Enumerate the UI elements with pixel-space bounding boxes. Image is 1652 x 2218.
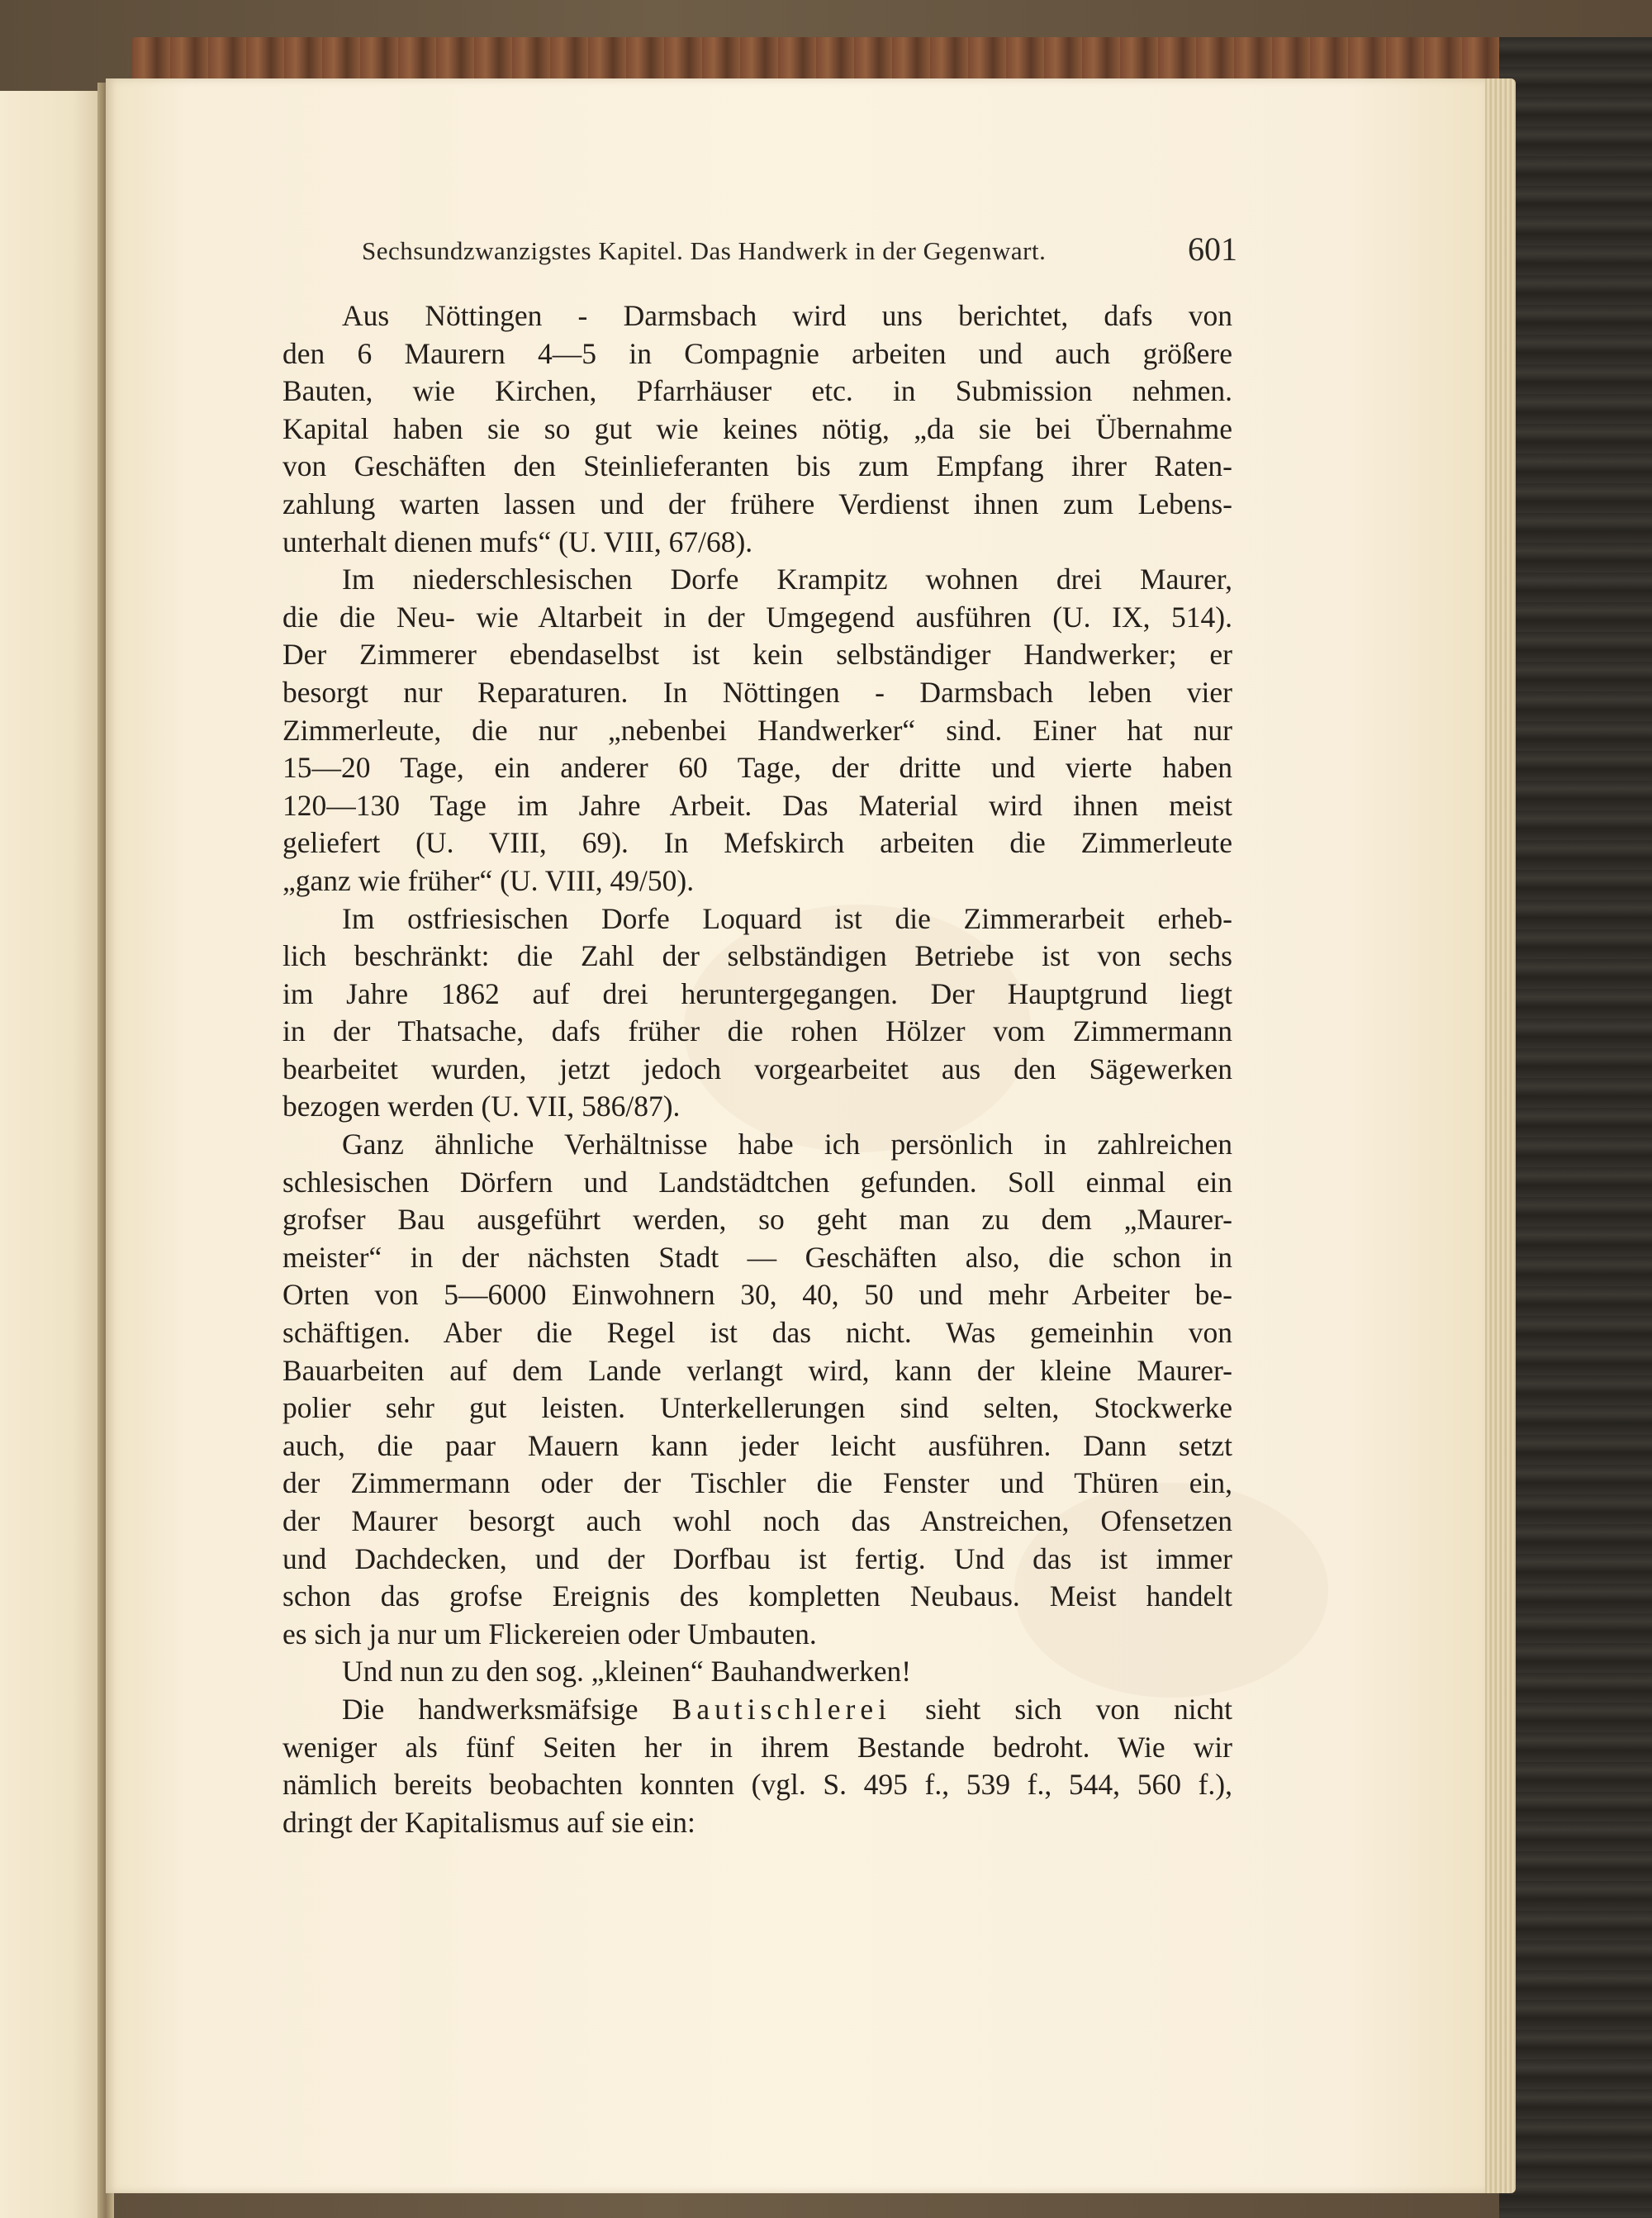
text-line: polier sehr gut leisten. Unterkellerungen sind selten, Stockwerke [282,1391,1232,1425]
text-line: schäftigen. Aber die Regel ist das nicht. Was gemeinhin von [282,1316,1232,1350]
text-line: 120—130 Tage im Jahre Arbeit. Das Material wird ihnen meist [282,788,1232,822]
text-line: Orten von 5—6000 Einwohnern 30, 40, 50 und mehr Arbeiter be- [282,1278,1232,1312]
text-line: bearbeitet wurden, jetzt jedoch vorgearbeitet aus den Sägewerken [282,1052,1232,1085]
text-line: von Geschäften den Steinlieferanten bis zum Empfang ihrer Raten- [282,449,1232,483]
text-line: schon das grofse Ereignis des kompletten Neubaus. Meist handelt [282,1579,1232,1613]
spaced-term: Bautischlerei [672,1692,891,1726]
text-line: 15—20 Tage, ein anderer 60 Tage, der dritte und vierte haben [282,751,1232,785]
text-line: im Jahre 1862 auf drei heruntergegangen. Der Hauptgrund liegt [282,976,1232,1010]
text-line: der Zimmermann oder der Tischler die Fenster und Thüren ein, [282,1466,1232,1500]
text-line: Und nun zu den sog. „kleinen“ Bauhandwerken! [342,1655,912,1688]
page-number: 601 [1188,230,1237,268]
text-line: nämlich bereits beobachten konnten (vgl. S. 495 f., 539 f., 544, 560 f.), [282,1768,1232,1802]
text-line: lich beschränkt: die Zahl der selbständigen Betriebe ist von sechs [282,939,1232,973]
facing-page-edge [0,91,103,2218]
text-line: bezogen werden (U. VII, 586/87). [282,1090,681,1123]
text-line: die die Neu- wie Altarbeit in der Umgegend ausführen (U. IX, 514). [282,600,1232,634]
text-line: Zimmerleute, die nur „nebenbei Handwerker“ sind. Einer hat nur [282,713,1232,747]
text-line: Ganz ähnliche Verhältnisse habe ich persönlich in zahlreichen [342,1128,1232,1161]
text-line: den 6 Maurern 4—5 in Compagnie arbeiten und auch größere [282,336,1232,370]
text-line: Aus Nöttingen - Darmsbach wird uns berichtet, dafs von [342,299,1232,332]
text-line: Bauarbeiten auf dem Lande verlangt wird, kann der kleine Maurer- [282,1353,1232,1387]
book-cover-right-edge [1499,37,1652,2218]
text-line: Im niederschlesischen Dorfe Krampitz wohnen drei Maurer, [342,563,1232,596]
text-line: der Maurer besorgt auch wohl noch das Anstreichen, Ofensetzen [282,1504,1232,1537]
text-line: in der Thatsache, dafs früher die rohen Hölzer vom Zimmermann [282,1014,1232,1048]
text-line: Der Zimmerer ebendaselbst ist kein selbständiger Handwerker; er [282,638,1232,672]
text-line: auch, die paar Mauern kann jeder leicht ausführen. Dann setzt [282,1428,1232,1462]
text-line: unterhalt dienen mufs“ (U. VIII, 67/68). [282,525,753,558]
text-line: Kapital haben sie so gut wie keines nötig, „da sie bei Übernahme [282,411,1232,445]
text-line: besorgt nur Reparaturen. In Nöttingen - Darmsbach leben vier [282,675,1232,709]
text-line: und Dachdecken, und der Dorfbau ist fertig. Und das ist immer [282,1541,1232,1575]
text-line: zahlung warten lassen und der frühere Verdienst ihnen zum Lebens- [282,487,1232,520]
text-line: Bauten, wie Kirchen, Pfarrhäuser etc. in Submission nehmen. [282,374,1232,408]
text-line: es sich ja nur um Flickereien oder Umbauten. [282,1617,817,1650]
text-fragment: sieht sich von nicht [891,1692,1232,1726]
body-text [282,297,1232,1841]
text-line: schlesischen Dörfern und Landstädtchen gefunden. Soll einmal ein [282,1165,1232,1199]
text-line: Im ostfriesischen Dorfe Loquard ist die Zimmerarbeit erheb- [342,901,1232,935]
running-head: Sechsundzwanzigstes Kapitel. Das Handwerk in der Gegenwart. [362,236,1047,265]
text-line: „ganz wie früher“ (U. VIII, 49/50). [282,863,695,897]
text-line: weniger als fünf Seiten her in ihrem Bestande bedroht. Wie wir [282,1730,1232,1764]
text-line: dringt der Kapitalismus auf sie ein: [282,1805,695,1839]
text-line [282,1691,1232,1729]
text-line: grofser Bau ausgeführt werden, so geht man zu dem „Maurer- [282,1203,1232,1237]
text-fragment: Die handwerksmäfsige [342,1692,672,1726]
text-line: meister“ in der nächsten Stadt — Geschäften also, die schon in [282,1240,1232,1274]
text-line: geliefert (U. VIII, 69). In Mefskirch arbeiten die Zimmerleute [282,826,1232,860]
page-header [362,230,1237,279]
